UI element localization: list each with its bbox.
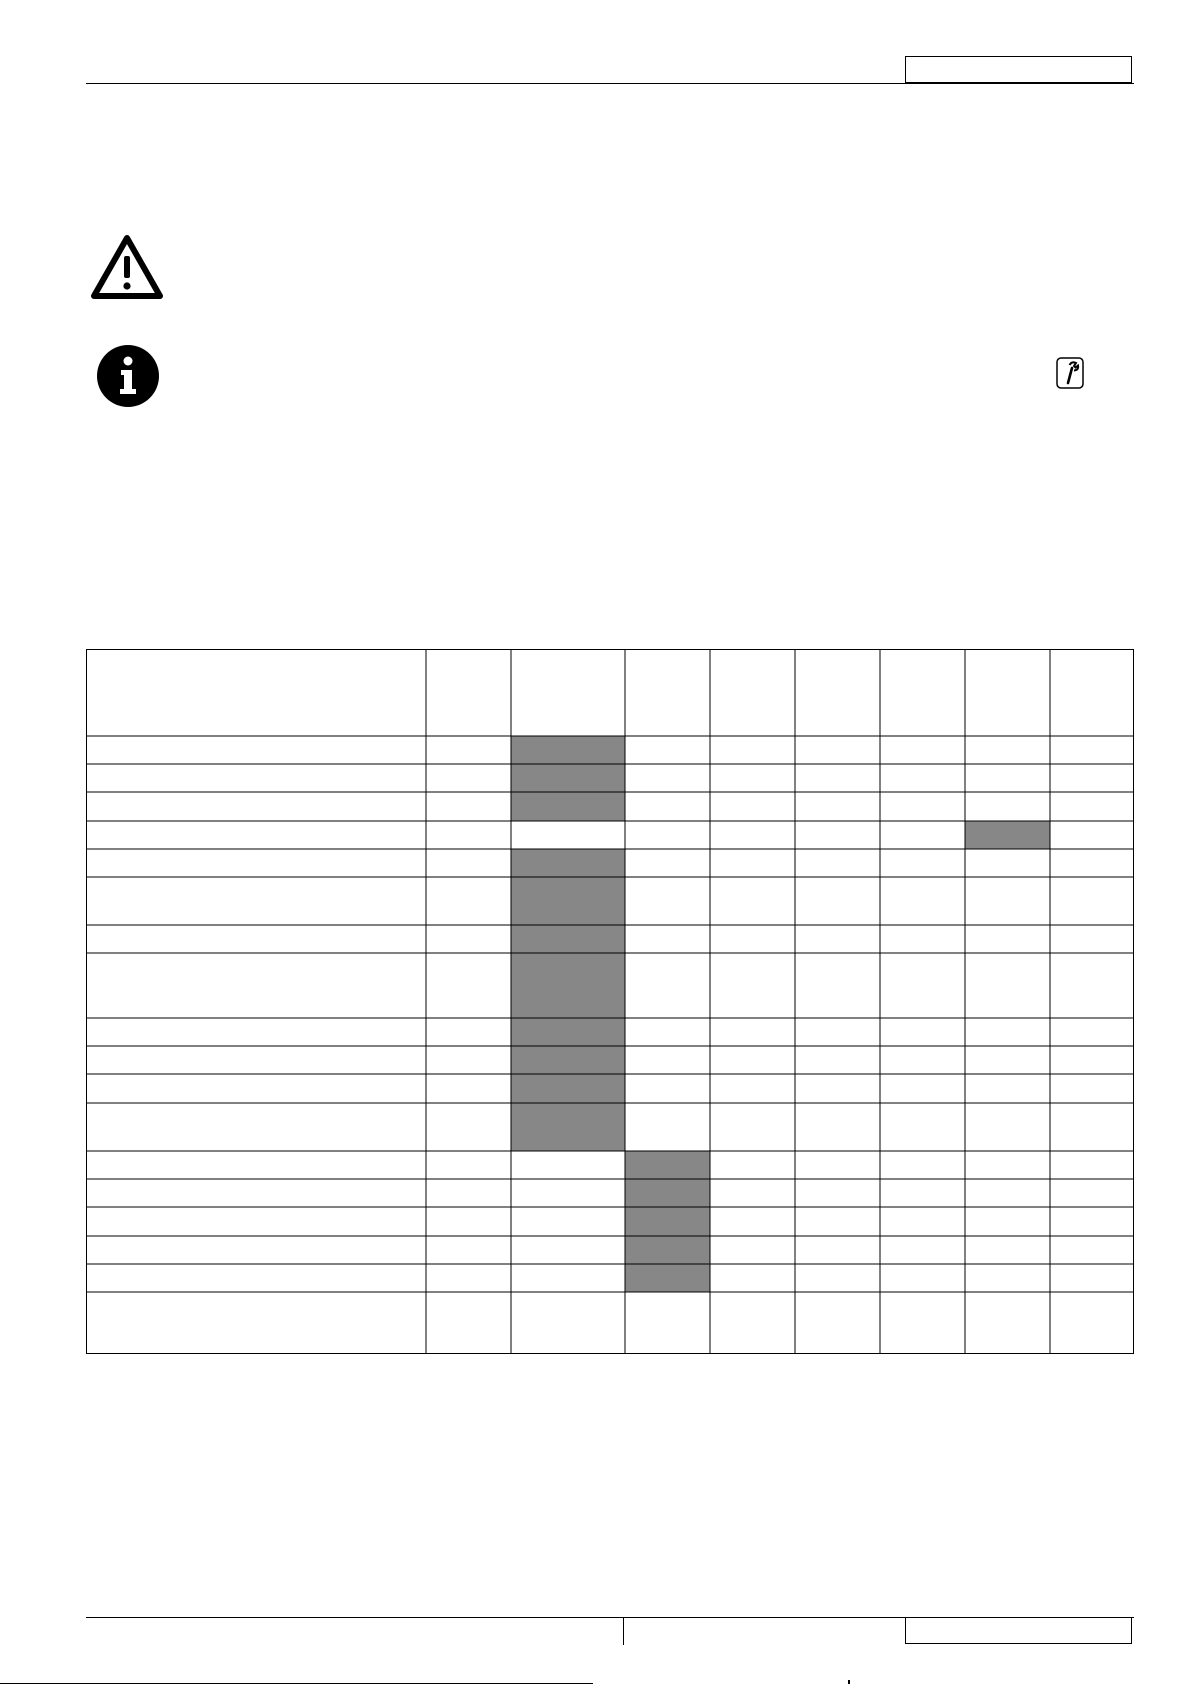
page-edge-mark — [848, 1680, 850, 1684]
page-edge-rule — [0, 1683, 593, 1684]
table-shaded-cell — [511, 953, 625, 1018]
table-shaded-cell — [511, 1074, 625, 1103]
table-shaded-cell — [511, 925, 625, 953]
table-shaded-cell — [625, 1207, 710, 1236]
table-shaded-cell — [625, 1264, 710, 1292]
maintenance-table — [86, 649, 1134, 1354]
table-shaded-cell — [511, 764, 625, 792]
warning-triangle-icon — [91, 234, 163, 300]
table-shaded-cell — [625, 1179, 710, 1207]
info-icon — [97, 345, 159, 407]
header-rule — [86, 83, 1134, 84]
table-shaded-cell — [965, 821, 1050, 849]
table-shaded-cell — [625, 1151, 710, 1179]
table-shaded-cell — [511, 1046, 625, 1074]
table-shaded-cell — [511, 849, 625, 877]
table-shaded-cell — [511, 792, 625, 821]
table-shaded-cell — [511, 1103, 625, 1151]
maintenance-table-grid — [86, 649, 1134, 1354]
footer-divider — [623, 1617, 624, 1645]
header-box — [905, 56, 1132, 83]
table-shaded-cell — [511, 736, 625, 764]
table-shaded-cell — [511, 877, 625, 925]
footer-box — [905, 1617, 1132, 1644]
table-shaded-cell — [625, 1236, 710, 1264]
table-shaded-cell — [511, 1018, 625, 1046]
wrench-icon — [1056, 357, 1084, 389]
